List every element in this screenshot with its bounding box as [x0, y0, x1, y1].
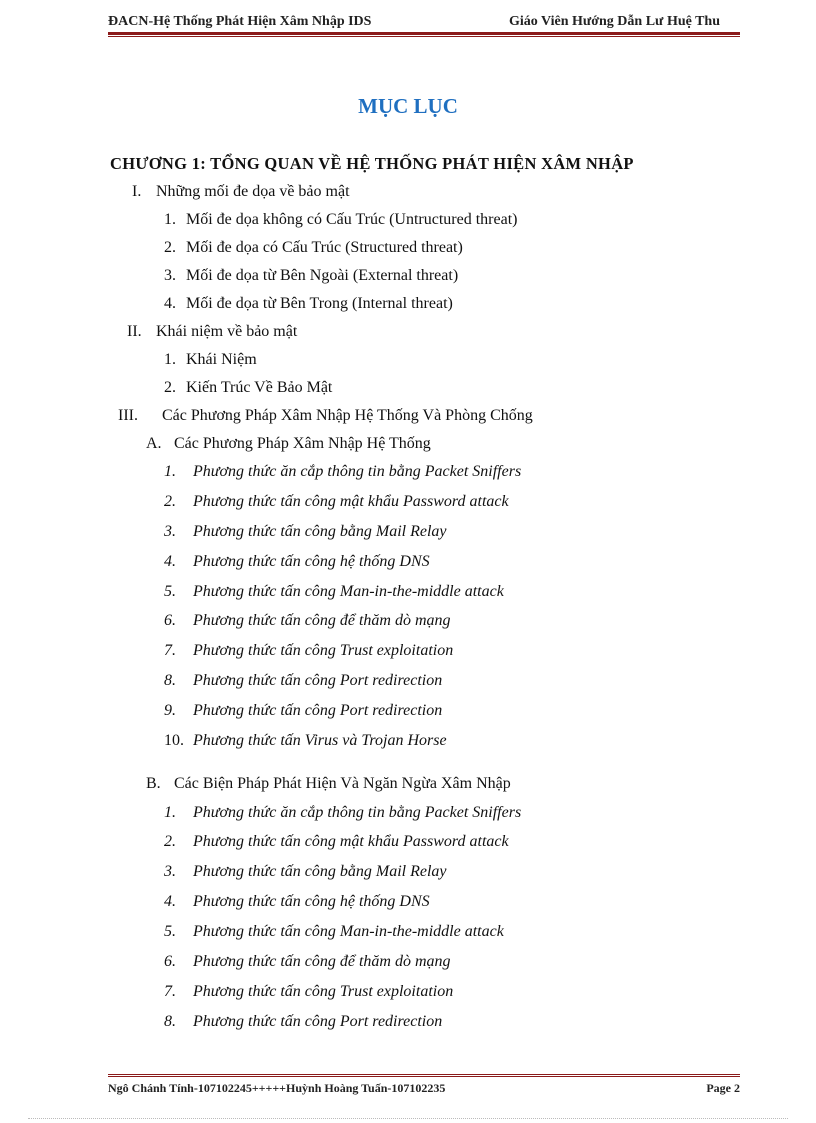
- toc-item[interactable]: [164, 379, 332, 397]
- toc-item[interactable]: [164, 833, 509, 851]
- toc-label: Mối đe dọa không có Cấu Trúc (Untructured threat): [186, 211, 518, 228]
- toc-item[interactable]: [164, 804, 521, 822]
- toc-number: 1.: [164, 804, 176, 821]
- toc-item[interactable]: [164, 612, 451, 630]
- toc-number: B.: [146, 775, 161, 792]
- header-rule-thin: [108, 36, 740, 37]
- toc-label: Phương thức ăn cắp thông tin bằng Packet Sniffers: [193, 804, 522, 821]
- toc-item[interactable]: [164, 1013, 442, 1031]
- toc-number: 3.: [164, 523, 176, 540]
- page-header: [108, 10, 740, 34]
- toc-label: Kiến Trúc Về Bảo Mật: [186, 379, 333, 396]
- toc-section-3[interactable]: [118, 407, 533, 425]
- footer-rule: [108, 1076, 740, 1077]
- toc-label: Những mối đe dọa về bảo mật: [156, 183, 350, 200]
- toc-label: Khái Niệm: [186, 351, 257, 368]
- toc-subsection-a[interactable]: [146, 435, 431, 453]
- header-rule-thick: [108, 32, 740, 35]
- toc-label: Phương thức tấn công hệ thống DNS: [193, 553, 430, 570]
- toc-label: Mối đe dọa từ Bên Trong (Internal threat): [186, 295, 453, 312]
- toc-item[interactable]: [164, 583, 504, 601]
- toc-number: 3.: [164, 267, 176, 284]
- toc-number: 2.: [164, 833, 176, 850]
- toc-number: 2.: [164, 379, 176, 396]
- toc-item[interactable]: [164, 893, 430, 911]
- toc-label: Các Phương Pháp Xâm Nhập Hệ Thống Và Phòng Chống: [162, 407, 533, 424]
- toc-number: A.: [146, 435, 162, 452]
- toc-number: 5.: [164, 583, 176, 600]
- toc-label: Phương thức tấn công để thăm dò mạng: [193, 612, 451, 629]
- page-title: MỤC LỤC: [358, 94, 458, 118]
- toc-item[interactable]: [164, 211, 517, 229]
- page-number: Page 2: [706, 1081, 740, 1095]
- toc-label: Phương thức tấn công bằng Mail Relay: [193, 863, 447, 880]
- toc-label: Phương thức tấn công Port redirection: [193, 1013, 443, 1030]
- toc-label: Phương thức tấn công hệ thống DNS: [193, 893, 430, 910]
- toc-label: Phương thức tấn Virus và Trojan Horse: [193, 732, 447, 749]
- toc-label: Phương thức tấn công Man-in-the-middle attack: [193, 583, 504, 600]
- toc-number: 6.: [164, 612, 176, 629]
- toc-label: Phương thức tấn công để thăm dò mạng: [193, 953, 451, 970]
- toc-label: Phương thức tấn công bằng Mail Relay: [193, 523, 447, 540]
- toc-number: 7.: [164, 642, 176, 659]
- toc-item[interactable]: [164, 553, 430, 571]
- toc-number: II.: [127, 323, 142, 340]
- toc-number: 2.: [164, 239, 176, 256]
- toc-item[interactable]: [164, 702, 442, 720]
- toc-item[interactable]: [164, 923, 504, 941]
- toc-number: 9.: [164, 702, 176, 719]
- toc-number: 1.: [164, 463, 176, 480]
- toc-item[interactable]: [164, 267, 458, 285]
- toc-item[interactable]: [164, 351, 257, 369]
- chapter-heading: CHƯƠNG 1: TỔNG QUAN VỀ HỆ THỐNG PHÁT HIỆN XÂM NHẬP: [110, 154, 634, 173]
- page-edge-dotted-line: [28, 1118, 788, 1120]
- toc-label: Phương thức tấn công Trust exploitation: [193, 983, 454, 1000]
- toc-label: Phương thức tấn công Trust exploitation: [193, 642, 454, 659]
- toc-item[interactable]: [164, 983, 453, 1001]
- toc-label: Phương thức tấn công Port redirection: [193, 672, 443, 689]
- toc-number: 6.: [164, 953, 176, 970]
- footer-authors: Ngô Chánh Tính-107102245+++++Huỳnh Hoàng Tuấn-107102235: [108, 1081, 446, 1095]
- toc-item[interactable]: [164, 239, 463, 257]
- toc-item[interactable]: [164, 642, 453, 660]
- toc-number: 4.: [164, 893, 176, 910]
- toc-number: 3.: [164, 863, 176, 880]
- toc-number: 1.: [164, 211, 176, 228]
- toc-number: 4.: [164, 295, 176, 312]
- toc-number: 2.: [164, 493, 176, 510]
- toc-item[interactable]: [164, 672, 442, 690]
- toc-label: Mối đe dọa có Cấu Trúc (Structured threat): [186, 239, 463, 256]
- header-left-text: ĐACN-Hệ Thống Phát Hiện Xâm Nhập IDS: [108, 14, 372, 29]
- toc-number: I.: [132, 183, 142, 200]
- toc-label: Mối đe dọa từ Bên Ngoài (External threat): [186, 267, 459, 284]
- toc-item[interactable]: [164, 493, 509, 511]
- footer-rule-top: [108, 1074, 740, 1075]
- toc-label: Các Phương Pháp Xâm Nhập Hệ Thống: [174, 435, 431, 452]
- toc-number: 8.: [164, 672, 176, 689]
- toc-number: 5.: [164, 923, 176, 940]
- toc-number: 7.: [164, 983, 176, 1000]
- toc-number: 4.: [164, 553, 176, 570]
- toc-label: Khái niệm về bảo mật: [156, 323, 298, 340]
- toc-label: Phương thức tấn công Man-in-the-middle attack: [193, 923, 504, 940]
- toc-item[interactable]: [164, 953, 451, 971]
- toc-number: 10.: [164, 732, 184, 749]
- toc-item[interactable]: [164, 295, 453, 313]
- toc-label: Phương thức ăn cắp thông tin bằng Packet Sniffers: [193, 463, 522, 480]
- toc-label: Phương thức tấn công mật khẩu Password attack: [193, 833, 509, 850]
- toc-item[interactable]: [164, 732, 447, 750]
- toc-label: Phương thức tấn công mật khẩu Password attack: [193, 493, 509, 510]
- toc-number: 8.: [164, 1013, 176, 1030]
- toc-section-2[interactable]: [127, 323, 297, 341]
- toc-label: Các Biện Pháp Phát Hiện Và Ngăn Ngừa Xâm Nhập: [174, 775, 511, 792]
- toc-number: III.: [118, 407, 138, 424]
- toc-item[interactable]: [164, 523, 447, 541]
- toc-section-1[interactable]: [132, 183, 350, 201]
- toc-item[interactable]: [164, 463, 521, 481]
- toc-item[interactable]: [164, 863, 447, 881]
- toc-subsection-b[interactable]: [146, 775, 511, 793]
- toc-label: Phương thức tấn công Port redirection: [193, 702, 443, 719]
- header-right-text: Giáo Viên Hướng Dẫn Lư Huệ Thu: [508, 14, 720, 29]
- toc-number: 1.: [164, 351, 176, 368]
